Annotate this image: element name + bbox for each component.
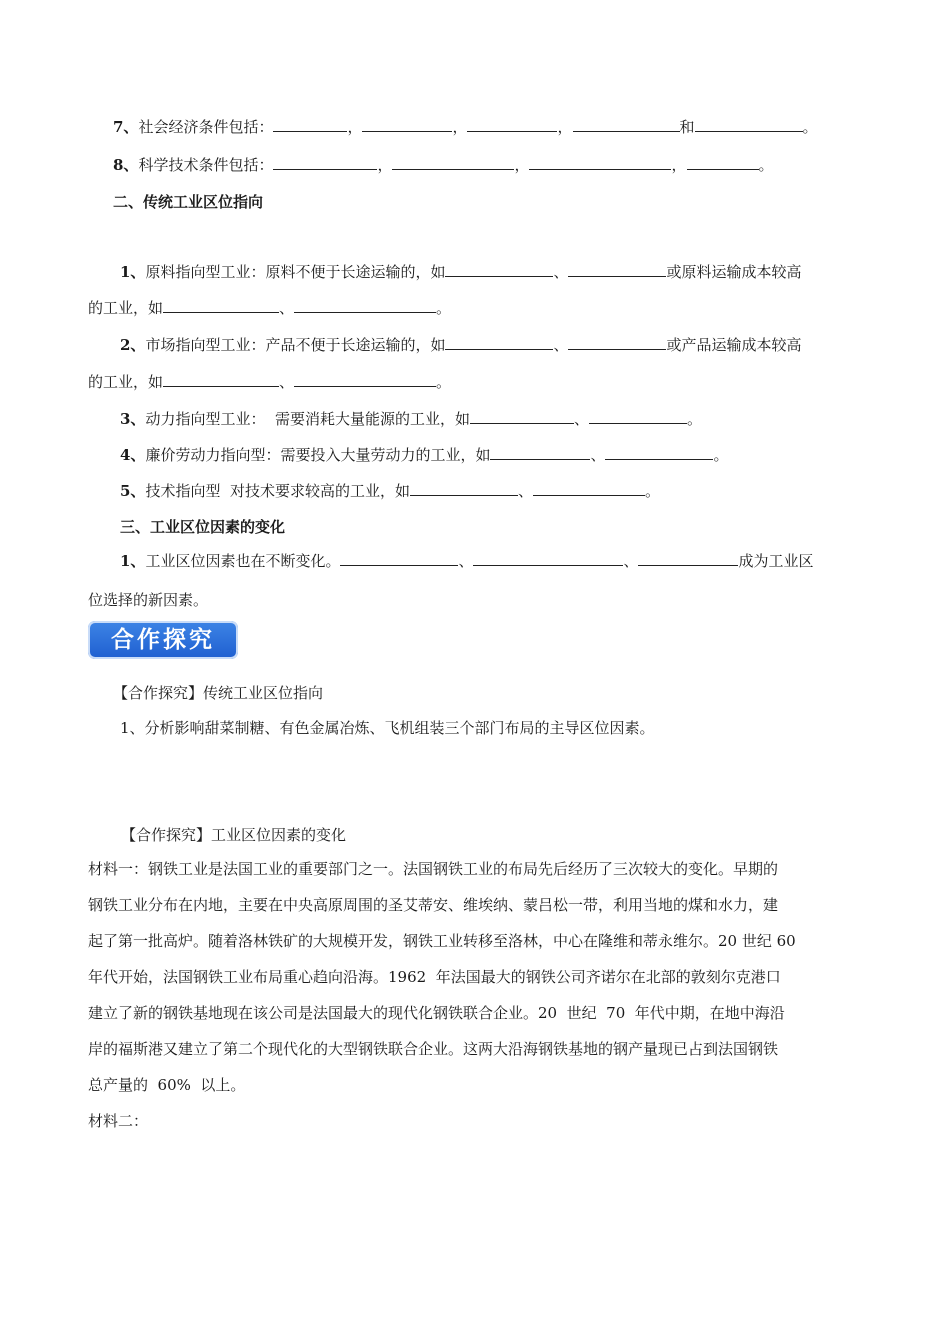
paragraph-line: 总产量的 60% 以上。 [88, 1076, 246, 1094]
answer-blank[interactable] [410, 481, 518, 496]
separator: 、 [279, 373, 295, 391]
answer-blank[interactable] [163, 298, 279, 313]
coop-question-1: 1、分析影响甜菜制糖、有色金属冶炼、飞机组装三个部门布局的主导区位因素。 [120, 719, 655, 737]
answer-blank[interactable] [470, 409, 574, 424]
answer-blank[interactable] [467, 117, 557, 132]
answer-blank[interactable] [273, 155, 377, 170]
answer-blank[interactable] [638, 551, 738, 566]
question-text: 的工业，如 [88, 373, 164, 391]
question-text: 科学技术条件包括： [138, 156, 274, 174]
question-3-1-cont: 位选择的新因素。 [88, 591, 209, 609]
answer-blank[interactable] [294, 372, 436, 387]
question-2-2 [120, 335, 801, 355]
answer-blank[interactable] [163, 372, 279, 387]
paragraph-line: 年代开始，法国钢铁工业布局重心趋向沿海。1962 年法国最大的钢铁公司齐诺尔在北部的敦刻尔克港口 [88, 968, 781, 986]
question-text: 原料指向型工业：原料不便于长途运输的，如 [145, 263, 446, 281]
question-text: 市场指向型工业：产品不便于长途运输的，如 [145, 336, 446, 354]
question-text: 动力指向型工业： 需要消耗大量能源的工业，如 [145, 410, 470, 428]
paragraph-line: 建立了新的钢铁基地现在该公司是法国最大的现代化钢铁联合企业。20 世纪 70 年代中期，在地中海沿 [88, 1004, 785, 1022]
question-7 [113, 117, 818, 137]
answer-blank[interactable] [273, 117, 347, 132]
question-text: 社会经济条件包括： [138, 118, 274, 136]
coop-title-1: 【合作探究】传统工业区位指向 [113, 684, 324, 702]
answer-blank[interactable] [695, 117, 803, 132]
question-number: 8、 [113, 156, 139, 174]
separator: 、 [279, 299, 295, 317]
separator: ， [347, 118, 363, 136]
conjunction: 和 [679, 118, 695, 136]
answer-blank[interactable] [473, 551, 623, 566]
period: 。 [802, 118, 818, 136]
answer-blank[interactable] [589, 409, 687, 424]
paragraph-line: 材料一：钢铁工业是法国工业的重要部门之一。法国钢铁工业的布局先后经历了三次较大的变化。早期的 [88, 860, 779, 878]
answer-blank[interactable] [490, 445, 590, 460]
cooperative-inquiry-badge: 合作探究 [88, 621, 238, 659]
paragraph-line: 起了第一批高炉。随着洛林铁矿的大规模开发，钢铁工业转移至洛林，中心在隆维和蒂永维尔。20 世纪 60 [88, 932, 796, 950]
separator: 、 [590, 446, 606, 464]
separator: 、 [553, 263, 569, 281]
answer-blank[interactable] [445, 335, 553, 350]
question-tail: 或原料运输成本较高 [666, 263, 802, 281]
answer-blank[interactable] [573, 117, 680, 132]
separator: 、 [623, 552, 639, 570]
separator: 、 [573, 410, 589, 428]
separator: 、 [458, 552, 474, 570]
answer-blank[interactable] [392, 155, 514, 170]
question-number: 4、 [120, 446, 146, 464]
question-tail: 成为工业区 [738, 552, 814, 570]
question-number: 5、 [120, 482, 146, 500]
answer-blank[interactable] [687, 155, 759, 170]
answer-blank[interactable] [568, 335, 666, 350]
question-text: 技术指向型 对技术要求较高的工业，如 [145, 482, 410, 500]
question-number: 1、 [120, 263, 146, 281]
question-number: 7、 [113, 118, 139, 136]
separator: ， [557, 118, 573, 136]
question-text: 的工业，如 [88, 299, 164, 317]
answer-blank[interactable] [533, 481, 645, 496]
answer-blank[interactable] [568, 262, 666, 277]
section-heading-3: 三、工业区位因素的变化 [120, 518, 286, 536]
answer-blank[interactable] [340, 551, 458, 566]
paragraph-line: 岸的福斯港又建立了第二个现代化的大型钢铁联合企业。这两大沿海钢铁基地的钢产量现已占到法国钢铁 [88, 1040, 779, 1058]
material-2-label: 材料二： [88, 1112, 149, 1130]
answer-blank[interactable] [605, 445, 713, 460]
question-2-2-cont [88, 372, 451, 392]
period: 。 [687, 410, 703, 428]
separator: 、 [553, 336, 569, 354]
question-number: 3、 [120, 410, 146, 428]
separator: 、 [517, 482, 533, 500]
answer-blank[interactable] [362, 117, 452, 132]
question-2-5 [120, 481, 660, 501]
section-heading-2: 二、传统工业区位指向 [113, 193, 264, 211]
question-tail: 或产品运输成本较高 [666, 336, 802, 354]
question-2-4 [120, 445, 728, 465]
separator: ， [514, 156, 530, 174]
question-8 [113, 155, 774, 175]
question-2-1-cont [88, 298, 451, 318]
question-number: 2、 [120, 336, 146, 354]
period: 。 [436, 299, 452, 317]
question-2-3 [120, 409, 702, 429]
answer-blank[interactable] [529, 155, 671, 170]
separator: ， [671, 156, 687, 174]
answer-blank[interactable] [294, 298, 436, 313]
question-text: 工业区位因素也在不断变化。 [145, 552, 341, 570]
question-number: 1、 [120, 552, 146, 570]
period: 。 [713, 446, 729, 464]
answer-blank[interactable] [445, 262, 553, 277]
coop-title-2: 【合作探究】工业区位因素的变化 [121, 826, 347, 844]
question-2-1 [120, 262, 801, 282]
separator: ， [377, 156, 393, 174]
paragraph-line: 钢铁工业分布在内地，主要在中央高原周围的圣艾蒂安、维埃纳、蒙吕松一带，利用当地的煤和水力，建 [88, 896, 779, 914]
period: 。 [436, 373, 452, 391]
separator: ， [452, 118, 468, 136]
question-3-1 [120, 551, 814, 571]
period: 。 [645, 482, 661, 500]
material-1 [88, 858, 796, 1146]
period: 。 [758, 156, 774, 174]
question-text: 廉价劳动力指向型：需要投入大量劳动力的工业，如 [145, 446, 491, 464]
